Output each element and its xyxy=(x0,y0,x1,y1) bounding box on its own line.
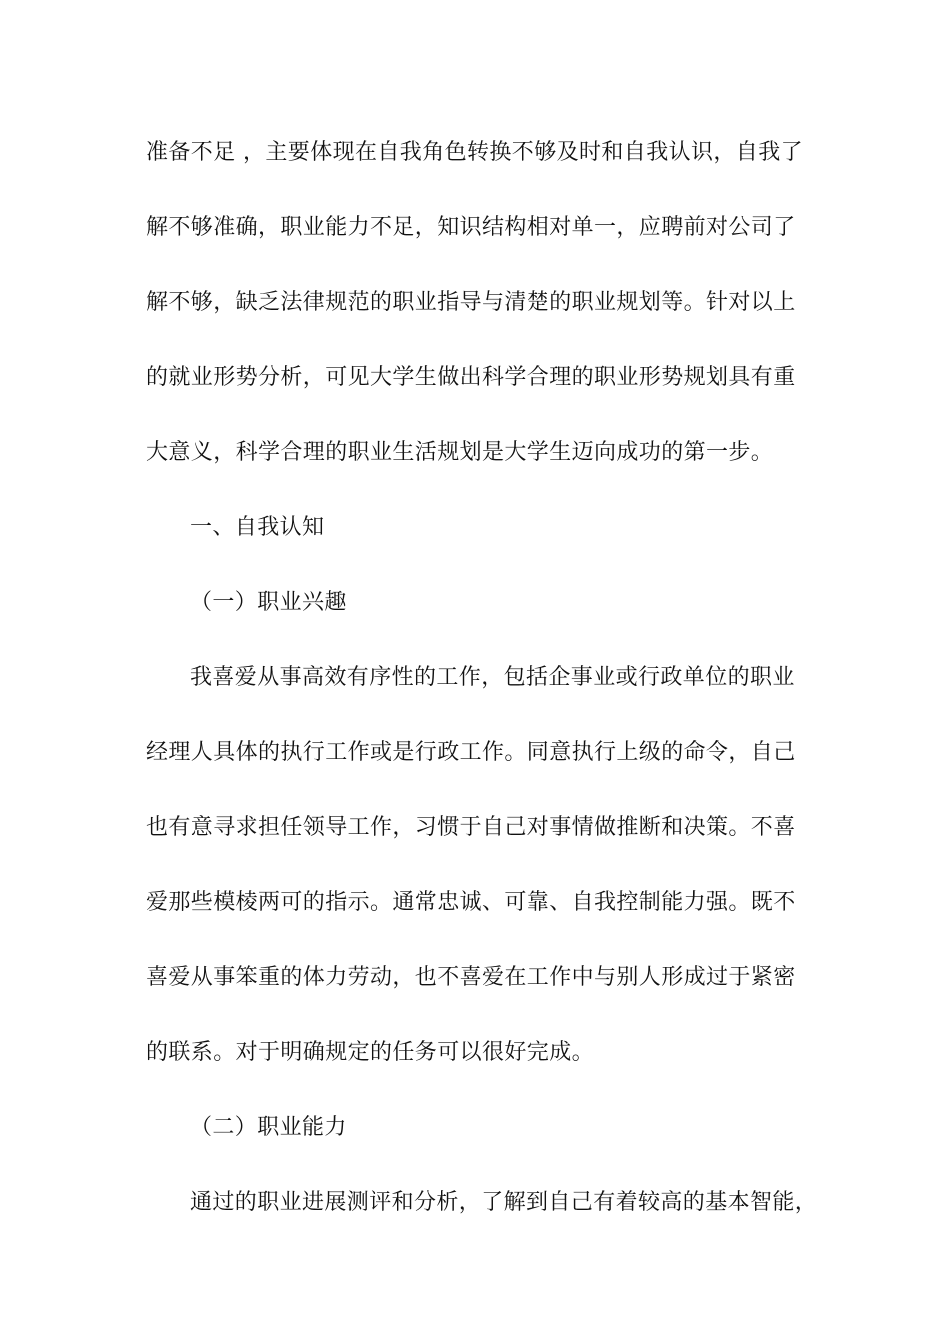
paragraph-line: 的联系。对于明确规定的任务可以很好完成。 xyxy=(146,1040,595,1065)
paragraph-line: 大意义，科学合理的职业生活规划是大学生迈向成功的第一步。 xyxy=(146,440,774,465)
paragraph-line: 经理人具体的执行工作或是行政工作。同意执行上级的命令，自己 xyxy=(146,740,796,765)
subsection-heading-ability: （二）职业能力 xyxy=(190,1115,347,1140)
paragraph-line: 我喜爱从事高效有序性的工作，包括企事业或行政单位的职业 xyxy=(190,665,795,690)
paragraph-line: 的就业形势分析，可见大学生做出科学合理的职业形势规划具有重 xyxy=(146,365,796,390)
paragraph-line: 也有意寻求担任领导工作，习惯于自己对事情做推断和决策。不喜 xyxy=(146,815,796,840)
paragraph-line: 解不够准确，职业能力不足，知识结构相对单一，应聘前对公司了 xyxy=(146,215,796,240)
subsection-heading-interest: （一）职业兴趣 xyxy=(190,590,347,615)
paragraph-line: 爱那些模棱两可的指示。通常忠诚、可靠、自我控制能力强。既不 xyxy=(146,890,796,915)
section-heading: 一、自我认知 xyxy=(190,515,325,540)
paragraph-line: 准备不足 ，主要体现在自我角色转换不够及时和自我认识，自我了 xyxy=(146,140,803,165)
paragraph-line: 解不够，缺乏法律规范的职业指导与清楚的职业规划等。针对以上 xyxy=(146,290,796,315)
paragraph-line: 喜爱从事笨重的体力劳动，也不喜爱在工作中与别人形成过于紧密 xyxy=(146,965,796,990)
paragraph-line: 通过的职业进展测评和分析，了解到自己有着较高的基本智能， xyxy=(190,1190,818,1215)
